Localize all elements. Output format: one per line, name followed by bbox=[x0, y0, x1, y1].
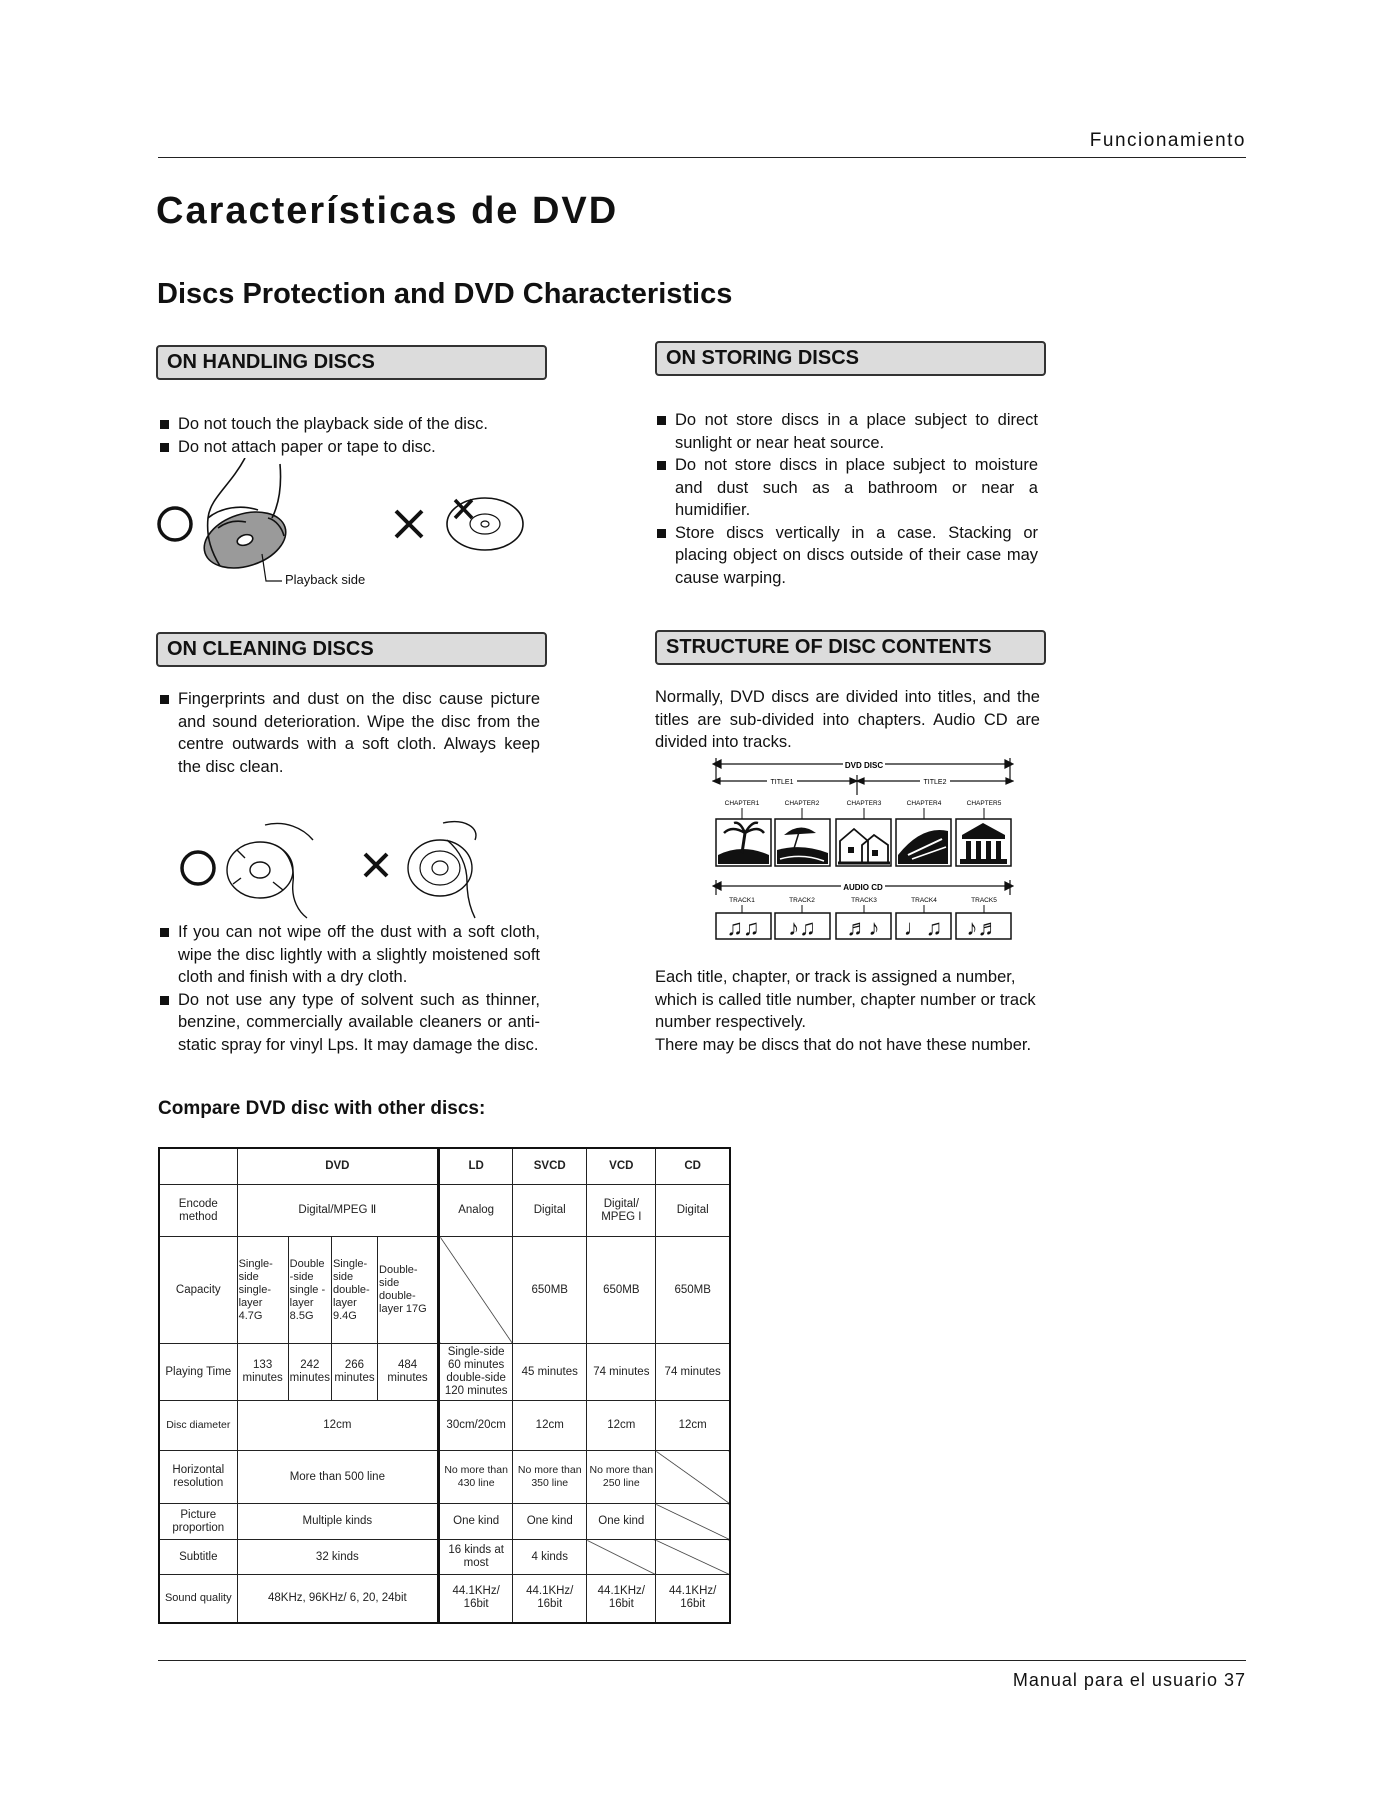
table-cell: Single-side 60 minutes double-side 120 minutes bbox=[439, 1344, 513, 1401]
track-label: TRACK2 bbox=[789, 897, 815, 904]
svg-text:♪♫: ♪♫ bbox=[788, 915, 816, 940]
table-cell: 32 kinds bbox=[237, 1540, 439, 1575]
table-cell: 48KHz, 96KHz/ 6, 20, 24bit bbox=[237, 1575, 439, 1623]
structure-outro-2: There may be discs that do not have these number. bbox=[655, 1035, 1032, 1054]
table-cell: No more than 430 line bbox=[439, 1451, 513, 1504]
wipe-disc-wrong bbox=[365, 822, 476, 918]
wipe-disc-correct-icon bbox=[227, 823, 313, 918]
table-cell: Analog bbox=[439, 1185, 513, 1237]
playback-side-label: Playback side bbox=[285, 572, 366, 587]
chapter-label: CHAPTER4 bbox=[906, 800, 942, 807]
header-rule bbox=[158, 157, 1246, 158]
svg-text:♫♫: ♫♫ bbox=[726, 915, 760, 940]
table-cell: Single- side single- layer 4.7G bbox=[237, 1237, 288, 1344]
storing-item: Do not store discs in a place subject to direct sunlight or near heat source. bbox=[655, 409, 1038, 454]
table-row bbox=[159, 1401, 730, 1451]
table-cell: 650MB bbox=[513, 1237, 587, 1344]
svg-text:♩♫: ♩♫ bbox=[903, 915, 943, 940]
table-row bbox=[159, 1451, 730, 1504]
table-cell: 242 minutes bbox=[288, 1344, 331, 1401]
bad-handling bbox=[396, 498, 523, 550]
table-cell: Single- side double- layer 9.4G bbox=[331, 1237, 377, 1344]
col-ld: LD bbox=[439, 1148, 513, 1185]
handling-text bbox=[158, 413, 538, 458]
table-cell: 12cm bbox=[587, 1401, 656, 1451]
table-cell: 74 minutes bbox=[587, 1344, 656, 1401]
structure-outro bbox=[655, 966, 1043, 1056]
table-cell: 484 minutes bbox=[378, 1344, 439, 1401]
svg-text:♪♬: ♪♬ bbox=[966, 915, 1000, 940]
structure-heading: STRUCTURE OF DISC CONTENTS bbox=[655, 630, 1046, 665]
compare-heading: Compare DVD disc with other discs: bbox=[158, 1098, 486, 1119]
audio-cd-label: AUDIO CD bbox=[843, 883, 883, 892]
cleaning-item: Fingerprints and dust on the disc cause picture and sound deterioration. Wipe the disc from the centre outwards with a soft cloth. Always keep the disc clean. bbox=[158, 688, 540, 778]
track-label: TRACK3 bbox=[851, 897, 877, 904]
table-cell: 133 minutes bbox=[237, 1344, 288, 1401]
table-cell: 44.1KHz/ 16bit bbox=[513, 1575, 587, 1623]
col-cd: CD bbox=[656, 1148, 730, 1185]
disc-icon bbox=[408, 840, 472, 896]
row-label: Horizontal resolution bbox=[159, 1451, 237, 1504]
page-subtitle: Discs Protection and DVD Characteristics bbox=[157, 278, 733, 310]
table-cell: 44.1KHz/ 16bit bbox=[656, 1575, 730, 1623]
table-cell: One kind bbox=[587, 1504, 656, 1540]
table-cell: Multiple kinds bbox=[237, 1504, 439, 1540]
table-cell: Digital bbox=[656, 1185, 730, 1237]
chapter-label: CHAPTER5 bbox=[966, 800, 1002, 807]
table-cell: Digital bbox=[513, 1185, 587, 1237]
row-label: Picture proportion bbox=[159, 1504, 237, 1540]
structure-intro: Normally, DVD discs are divided into titles, and the titles are sub-divided into chapters. Audio CD are divided into tracks. bbox=[655, 688, 1040, 751]
table-cell: 74 minutes bbox=[656, 1344, 730, 1401]
chapter-label: CHAPTER1 bbox=[724, 800, 760, 807]
title-label: TITLE2 bbox=[923, 779, 947, 786]
empty-diagonal-cell bbox=[656, 1504, 730, 1540]
table-cell: 44.1KHz/ 16bit bbox=[587, 1575, 656, 1623]
row-label: Subtitle bbox=[159, 1540, 237, 1575]
table-cell: 4 kinds bbox=[513, 1540, 587, 1575]
chapter-label: CHAPTER3 bbox=[846, 800, 882, 807]
table-cell: 12cm bbox=[513, 1401, 587, 1451]
track-label: TRACK5 bbox=[971, 897, 997, 904]
track-label: TRACK4 bbox=[911, 897, 937, 904]
svg-text:♬♪: ♬♪ bbox=[846, 915, 880, 940]
table-cell: 12cm bbox=[237, 1401, 439, 1451]
storing-item: Store discs vertically in a case. Stacking or placing object on discs outside of their case may cause warping. bbox=[655, 522, 1038, 590]
table-cell: 650MB bbox=[587, 1237, 656, 1344]
empty-diagonal-cell bbox=[587, 1540, 656, 1575]
compare-table bbox=[158, 1147, 731, 1624]
disc-structure-diagram bbox=[712, 755, 1014, 955]
table-cell: No more than 250 line bbox=[587, 1451, 656, 1504]
footer-rule bbox=[158, 1660, 1246, 1661]
col-vcd: VCD bbox=[587, 1148, 656, 1185]
chapter-pictures bbox=[716, 819, 1011, 866]
table-cell: Double -side single -layer 8.5G bbox=[288, 1237, 331, 1344]
table-cell: Digital/MPEG Ⅱ bbox=[237, 1185, 439, 1237]
table-cell: 266 minutes bbox=[331, 1344, 377, 1401]
table-cell: 44.1KHz/ 16bit bbox=[439, 1575, 513, 1623]
table-cell: No more than 350 line bbox=[513, 1451, 587, 1504]
table-cell: More than 500 line bbox=[237, 1451, 439, 1504]
empty-diagonal-cell bbox=[656, 1451, 730, 1504]
cleaning-heading: ON CLEANING DISCS bbox=[156, 632, 547, 667]
row-label: Capacity bbox=[159, 1237, 237, 1344]
handling-heading: ON HANDLING DISCS bbox=[156, 345, 547, 380]
table-row bbox=[159, 1575, 730, 1623]
row-label: Playing Time bbox=[159, 1344, 237, 1401]
ok-circle-icon bbox=[159, 508, 191, 540]
table-row bbox=[159, 1504, 730, 1540]
cleaning-item: Do not use any type of solvent such as thinner, benzine, commercially available cleaners or anti-static spray for vinyl Lps. It may damage the disc. bbox=[158, 989, 540, 1057]
table-cell: Double- side double- layer 17G bbox=[378, 1237, 439, 1344]
table-cell: 12cm bbox=[656, 1401, 730, 1451]
table-cell: 30cm/20cm bbox=[439, 1401, 513, 1451]
table-cell: 16 kinds at most bbox=[439, 1540, 513, 1575]
table-row bbox=[159, 1237, 730, 1344]
table-cell: 45 minutes bbox=[513, 1344, 587, 1401]
row-label: Disc diameter bbox=[159, 1401, 237, 1451]
empty-diagonal-cell bbox=[439, 1237, 513, 1344]
empty-diagonal-cell bbox=[656, 1540, 730, 1575]
col-svcd: SVCD bbox=[513, 1148, 587, 1185]
corner-cell bbox=[159, 1148, 237, 1185]
table-header-row bbox=[159, 1148, 730, 1185]
table-cell: 650MB bbox=[656, 1237, 730, 1344]
table-row bbox=[159, 1344, 730, 1401]
hand-holding-disc-icon bbox=[197, 458, 293, 578]
ok-circle-icon bbox=[182, 852, 214, 884]
footer-page-label: Manual para el usuario 37 bbox=[1012, 1670, 1246, 1690]
cleaning-text-2 bbox=[158, 921, 540, 1056]
storing-heading: ON STORING DISCS bbox=[655, 341, 1046, 376]
dvd-disc-label: DVD DISC bbox=[844, 761, 884, 770]
table-row bbox=[159, 1185, 730, 1237]
row-label: Sound quality bbox=[159, 1575, 237, 1623]
row-label: Encode method bbox=[159, 1185, 237, 1237]
cleaning-illustration bbox=[175, 820, 495, 920]
x-mark-icon bbox=[365, 854, 387, 876]
chapter-label: CHAPTER2 bbox=[784, 800, 820, 807]
section-header: Funcionamiento bbox=[1089, 130, 1246, 151]
table-cell: Digital/ MPEG I bbox=[587, 1185, 656, 1237]
track-label: TRACK1 bbox=[729, 897, 755, 904]
cleaning-item: If you can not wipe off the dust with a soft cloth, wipe the disc lightly with a slightly moistened soft cloth and finish with a dry cloth. bbox=[158, 921, 540, 989]
table-cell: One kind bbox=[439, 1504, 513, 1540]
cleaning-text-1 bbox=[158, 688, 540, 778]
title-label: TITLE1 bbox=[770, 779, 794, 786]
structure-outro-1: Each title, chapter, or track is assigned a number, which is called title number, chapter number or track number respectively. bbox=[655, 968, 1036, 1031]
x-mark-icon bbox=[396, 511, 422, 537]
col-dvd: DVD bbox=[237, 1148, 439, 1185]
handling-item: Do not attach paper or tape to disc. bbox=[158, 436, 538, 459]
table-cell: One kind bbox=[513, 1504, 587, 1540]
page-title: Características de DVD bbox=[156, 190, 619, 232]
handling-item: Do not touch the playback side of the disc. bbox=[158, 413, 538, 436]
table-row bbox=[159, 1540, 730, 1575]
storing-item: Do not store discs in place subject to moisture and dust such as a bathroom or near a humidifier. bbox=[655, 454, 1038, 522]
storing-text bbox=[655, 409, 1038, 589]
